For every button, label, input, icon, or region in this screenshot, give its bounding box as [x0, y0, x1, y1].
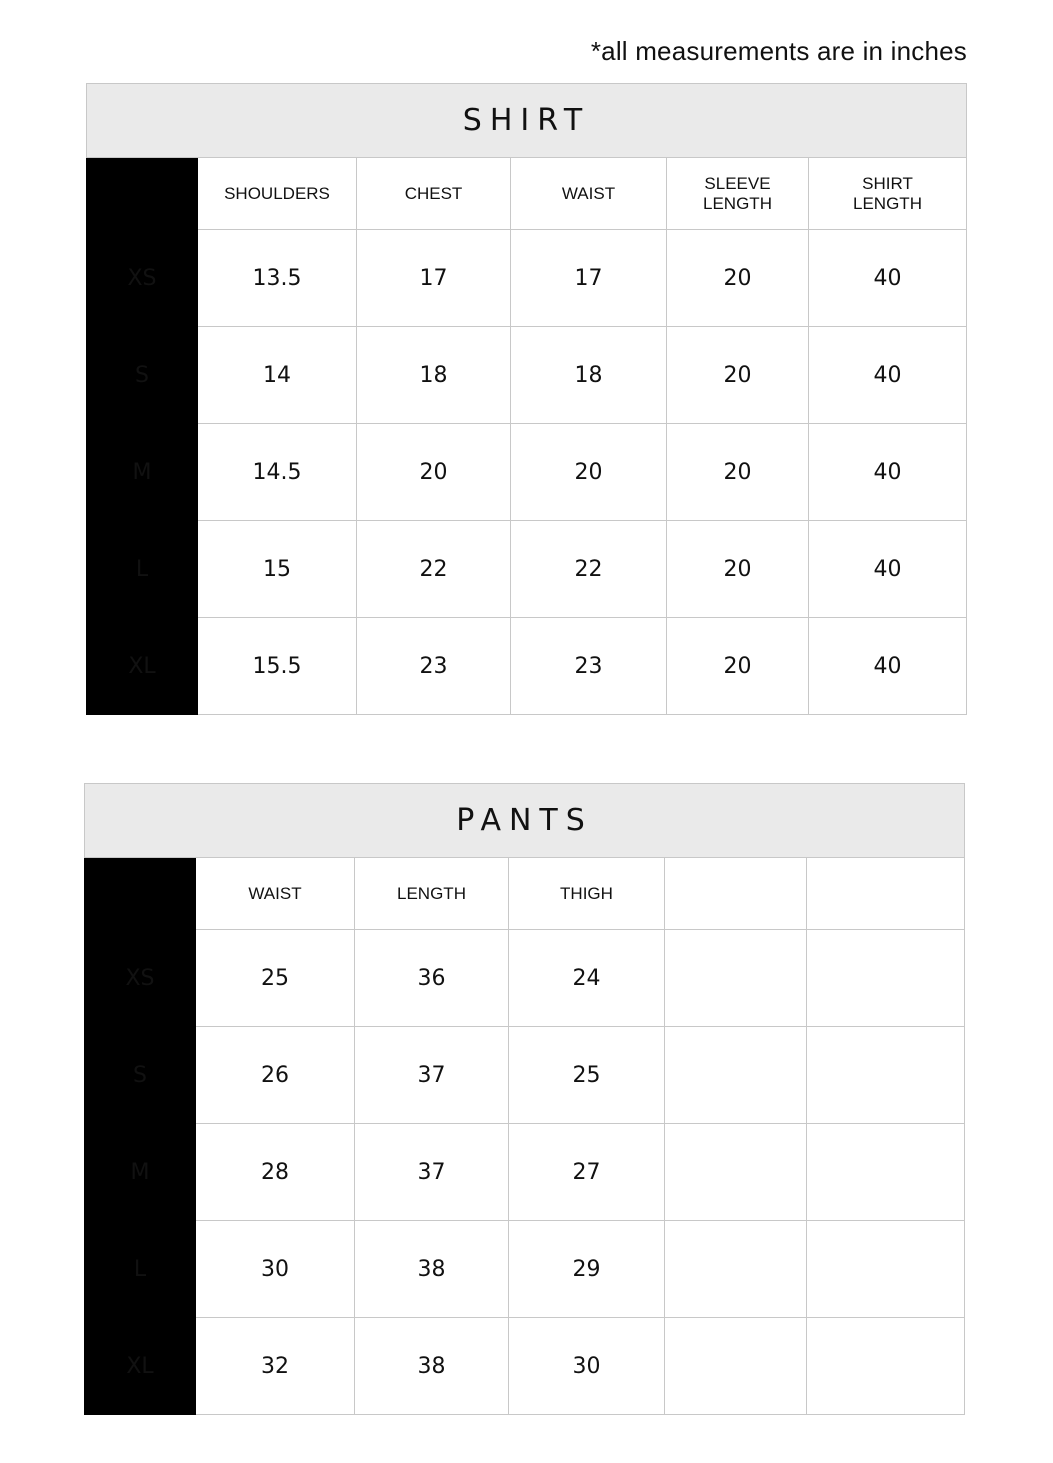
column-header: SLEEVE LENGTH	[667, 158, 809, 230]
table-row	[87, 521, 967, 618]
size-label: L	[87, 521, 198, 618]
table-cell: 15	[198, 521, 357, 618]
table-cell: 20	[667, 521, 809, 618]
table-cell: 25	[509, 1027, 665, 1124]
table-cell: 17	[357, 230, 511, 327]
table-row	[85, 1221, 965, 1318]
column-header	[807, 858, 965, 930]
size-label: XL	[85, 1318, 196, 1415]
table-cell	[807, 1318, 965, 1415]
table-cell: 32	[196, 1318, 355, 1415]
table-cell: 24	[509, 930, 665, 1027]
table-row	[87, 618, 967, 715]
column-header: WAIST	[511, 158, 667, 230]
pants-size-table	[84, 783, 965, 1415]
table-cell: 23	[511, 618, 667, 715]
table-cell: 20	[511, 424, 667, 521]
table-cell	[807, 1124, 965, 1221]
table-cell: 40	[809, 424, 967, 521]
table-cell: 14.5	[198, 424, 357, 521]
size-label: XS	[85, 930, 196, 1027]
table-cell	[665, 930, 807, 1027]
table-cell: 22	[357, 521, 511, 618]
table-cell: 14	[198, 327, 357, 424]
column-header: THIGH	[509, 858, 665, 930]
table-cell: 40	[809, 521, 967, 618]
column-header: WAIST	[196, 858, 355, 930]
table-cell: 40	[809, 327, 967, 424]
table-cell: 18	[357, 327, 511, 424]
table-cell: 30	[196, 1221, 355, 1318]
table-cell	[665, 1221, 807, 1318]
table-cell: 38	[355, 1221, 509, 1318]
table-cell	[807, 1221, 965, 1318]
pants-title: PANTS	[85, 784, 965, 858]
shirt-header-row	[87, 158, 967, 230]
size-label: S	[85, 1027, 196, 1124]
table-cell: 26	[196, 1027, 355, 1124]
table-row	[87, 230, 967, 327]
table-row	[85, 1318, 965, 1415]
table-cell: 20	[667, 424, 809, 521]
table-cell: 27	[509, 1124, 665, 1221]
table-cell: 20	[667, 327, 809, 424]
table-cell: 28	[196, 1124, 355, 1221]
column-header: CHEST	[357, 158, 511, 230]
table-cell	[807, 930, 965, 1027]
table-cell: 20	[357, 424, 511, 521]
table-row	[87, 424, 967, 521]
size-label: L	[85, 1221, 196, 1318]
table-row	[85, 1124, 965, 1221]
size-label: XL	[87, 618, 198, 715]
table-cell: 20	[667, 230, 809, 327]
shirt-size-table	[86, 83, 967, 715]
table-cell: 40	[809, 618, 967, 715]
table-cell: 25	[196, 930, 355, 1027]
table-cell	[807, 1027, 965, 1124]
column-header: SHOULDERS	[198, 158, 357, 230]
table-cell: 20	[667, 618, 809, 715]
corner-cell	[87, 158, 198, 230]
table-cell: 22	[511, 521, 667, 618]
table-cell: 30	[509, 1318, 665, 1415]
table-cell: 17	[511, 230, 667, 327]
table-cell: 40	[809, 230, 967, 327]
column-header: SHIRT LENGTH	[809, 158, 967, 230]
table-cell	[665, 1027, 807, 1124]
table-row	[87, 327, 967, 424]
table-cell: 37	[355, 1027, 509, 1124]
table-cell: 37	[355, 1124, 509, 1221]
table-cell: 29	[509, 1221, 665, 1318]
corner-cell	[85, 858, 196, 930]
table-cell	[665, 1318, 807, 1415]
table-row	[85, 1027, 965, 1124]
size-label: M	[85, 1124, 196, 1221]
table-cell	[665, 1124, 807, 1221]
size-label: M	[87, 424, 198, 521]
table-cell: 13.5	[198, 230, 357, 327]
pants-header-row	[85, 858, 965, 930]
measurement-note: *all measurements are in inches	[590, 36, 967, 66]
size-label: S	[87, 327, 198, 424]
table-cell: 36	[355, 930, 509, 1027]
column-header: LENGTH	[355, 858, 509, 930]
size-label: XS	[87, 230, 198, 327]
table-row	[85, 930, 965, 1027]
column-header	[665, 858, 807, 930]
shirt-title: SHIRT	[87, 84, 967, 158]
table-cell: 23	[357, 618, 511, 715]
table-cell: 38	[355, 1318, 509, 1415]
table-cell: 18	[511, 327, 667, 424]
table-cell: 15.5	[198, 618, 357, 715]
